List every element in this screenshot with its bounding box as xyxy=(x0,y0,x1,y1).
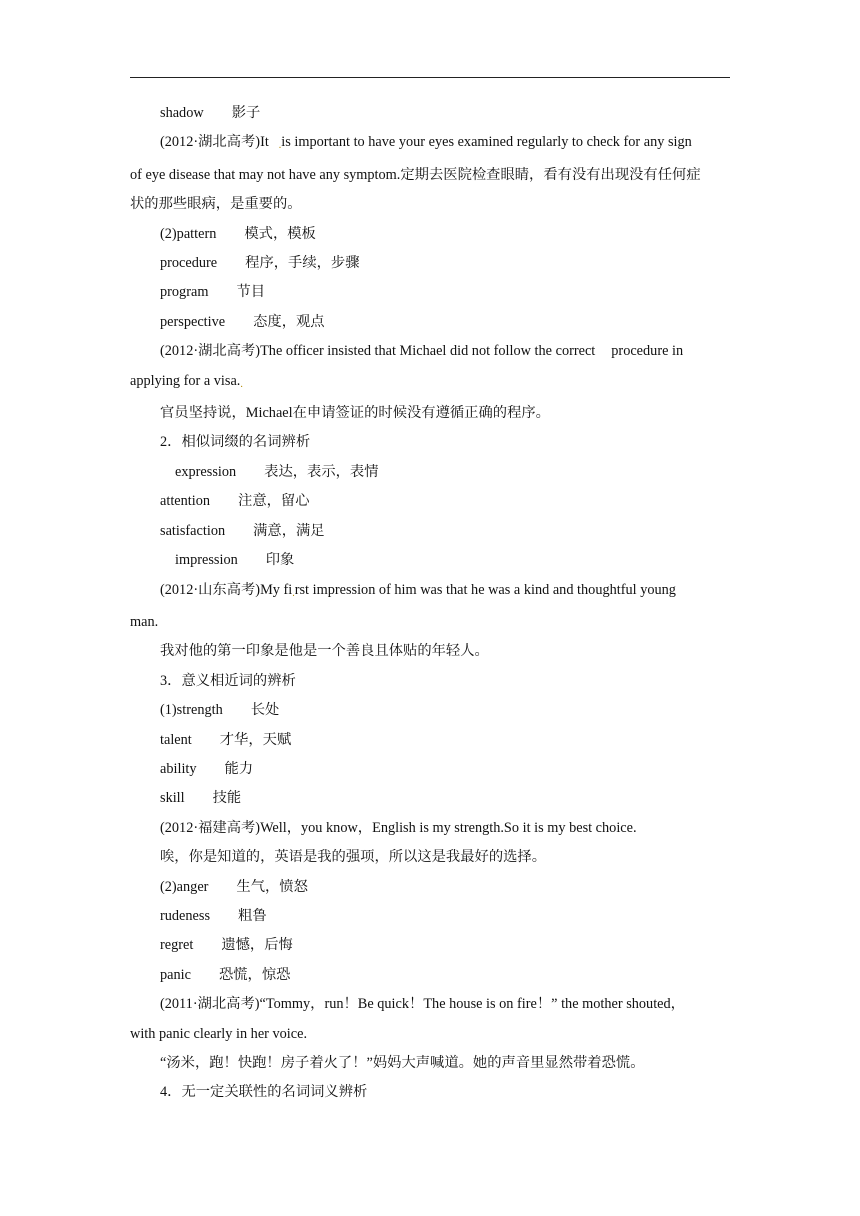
example-text: rst impression of him was that he was a kind and thoughtful young xyxy=(294,581,676,598)
vocab-meaning: 程序，手续，步骤 xyxy=(245,255,360,272)
vocab-line xyxy=(130,961,732,990)
vocab-line xyxy=(130,458,732,487)
vocab-meaning: 满意，满足 xyxy=(253,522,325,539)
vocab-word: (2)pattern xyxy=(160,225,217,242)
vocab-word: perspective xyxy=(160,313,226,330)
example-sentence xyxy=(130,128,732,160)
vocab-word: attention xyxy=(160,493,211,510)
section-heading: 2．相似词缀的名词辨析 xyxy=(160,434,311,451)
vocab-word: procedure xyxy=(160,255,218,272)
example-sentence-cont: with panic clearly in her voice. xyxy=(130,1025,308,1042)
vocab-line xyxy=(130,517,732,546)
vocab-line xyxy=(130,873,732,902)
vocab-meaning: 粗鲁 xyxy=(238,907,267,924)
vocab-line xyxy=(130,308,732,337)
vocab-meaning: 影子 xyxy=(231,105,261,121)
header-rule xyxy=(130,77,730,78)
vocab-line xyxy=(130,278,732,307)
vocab-meaning: 技能 xyxy=(212,790,242,807)
vocab-word: impression xyxy=(175,552,238,569)
translation: 唉，你是知道的，英语是我的强项，所以这是我最好的选择。 xyxy=(160,849,547,866)
example-source: (2012·山东高考)My fi xyxy=(160,581,293,598)
vocab-word: satisfaction xyxy=(160,522,226,539)
example-source: (2012·湖北高考)It xyxy=(160,134,269,151)
vocab-line xyxy=(130,487,732,516)
vocab-line xyxy=(130,546,732,575)
vocab-meaning: 遗憾，后悔 xyxy=(221,937,293,954)
vocab-line xyxy=(130,755,732,784)
example-text: procedure in xyxy=(611,343,684,360)
vocab-line xyxy=(130,902,732,931)
vocab-meaning: 注意，留心 xyxy=(238,493,310,510)
vocab-meaning: 模式，模板 xyxy=(244,225,316,242)
blank-marker: . xyxy=(292,587,295,599)
vocab-line xyxy=(130,99,732,128)
vocab-word: talent xyxy=(160,731,192,748)
example-sentence-cont: man. xyxy=(130,613,159,630)
vocab-meaning: 恐慌，惊恐 xyxy=(218,966,291,983)
example-sentence: (2012·福建高考)Well，you know，English is my strength.So it is my best choice. xyxy=(160,819,637,836)
vocab-word: program xyxy=(160,284,209,301)
vocab-meaning: 态度，观点 xyxy=(253,313,325,330)
vocab-line xyxy=(130,784,732,813)
example-text: (2012·湖北高考)The officer insisted that Michael did not follow the correct xyxy=(160,343,596,360)
translation-cont: 状的那些眼病，是重要的。 xyxy=(130,196,302,213)
vocab-word: ability xyxy=(160,760,197,777)
vocab-line xyxy=(130,726,732,755)
vocab-meaning: 生气，愤怒 xyxy=(236,878,308,895)
translation: “汤米，跑！快跑！房子着火了！”妈妈大声喊道。她的声音里显然带着恐慌。 xyxy=(160,1055,645,1071)
example-sentence xyxy=(130,576,732,608)
document-body xyxy=(130,99,732,1108)
vocab-meaning: 表达，表示，表情 xyxy=(264,463,379,480)
vocab-word: skill xyxy=(160,790,185,807)
vocab-word: shadow xyxy=(160,105,204,121)
example-text: is important to have your eyes examined regularly to check for any sign xyxy=(281,134,692,151)
vocab-word: panic xyxy=(160,966,191,983)
section-heading: 3．意义相近词的辨析 xyxy=(160,672,296,689)
vocab-meaning: 长处 xyxy=(250,702,280,719)
blank-marker: . xyxy=(240,378,243,390)
vocab-line xyxy=(130,931,732,960)
vocab-meaning: 才华，天赋 xyxy=(219,731,292,748)
translation: 官员坚持说，Michael在申请签证的时候没有遵循正确的程序。 xyxy=(160,405,550,422)
vocab-word: (1)strength xyxy=(160,702,223,719)
vocab-word: rudeness xyxy=(160,907,211,924)
vocab-word: expression xyxy=(175,463,237,480)
blank-marker: . xyxy=(278,140,282,152)
vocab-word: (2)anger xyxy=(160,878,209,895)
vocab-line xyxy=(130,696,732,725)
vocab-line xyxy=(130,220,732,249)
example-text: applying for a visa. xyxy=(130,372,241,389)
example-sentence-cont xyxy=(130,367,732,399)
example-sentence: (2011·湖北高考)“Tommy，run！Be quick！The house is on fire！” the mother shouted， xyxy=(160,996,685,1013)
vocab-meaning: 印象 xyxy=(265,552,295,569)
vocab-word: regret xyxy=(160,937,194,954)
vocab-meaning: 节目 xyxy=(236,284,266,301)
translation: 我对他的第一印象是他是一个善良且体贴的年轻人。 xyxy=(160,643,489,660)
vocab-meaning: 能力 xyxy=(224,760,254,777)
vocab-line xyxy=(130,249,732,278)
example-sentence-cont: of eye disease that may not have any symptom.定期去医院检查眼睛，看有没有出现没有任何症 xyxy=(130,166,701,183)
example-sentence xyxy=(130,337,732,366)
section-heading: 4．无一定关联性的名词词义辨析 xyxy=(160,1084,368,1101)
